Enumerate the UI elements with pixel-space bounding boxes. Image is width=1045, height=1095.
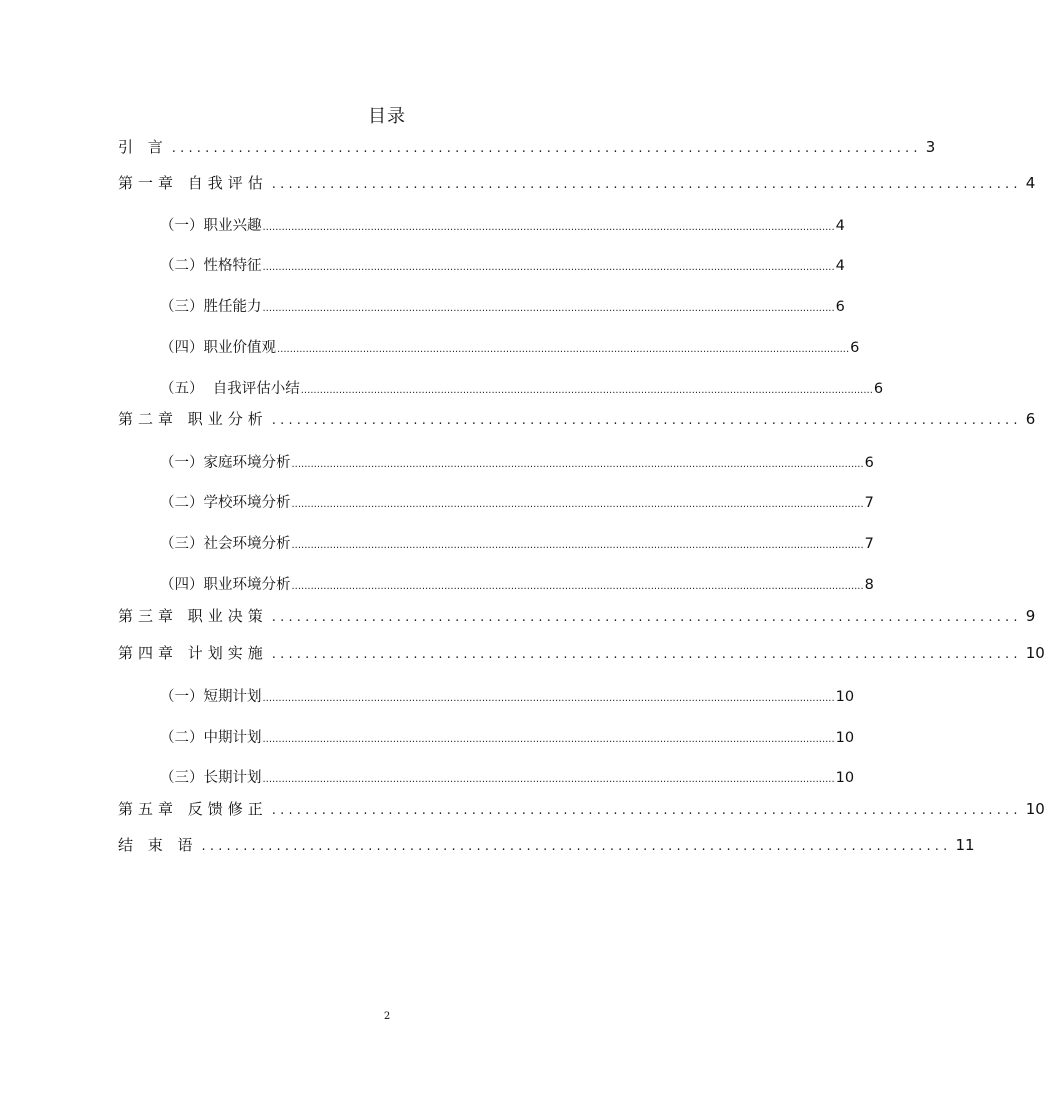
- toc-page-number: 10: [1025, 644, 1045, 662]
- toc-page-number: 4: [835, 218, 845, 234]
- toc-entry-conclusion[interactable]: [118, 834, 975, 856]
- toc-entry-section-4-3[interactable]: [160, 767, 855, 789]
- toc-entry-chapter-4[interactable]: [118, 642, 1045, 664]
- toc-entry-section-1-1[interactable]: [160, 215, 845, 237]
- leader-dots: ..........................................................................................: [171, 141, 922, 156]
- leader-dots: ..........................................................................................: [201, 839, 952, 854]
- toc-entry-label: 引 言: [118, 138, 168, 156]
- toc-page-number: 11: [955, 836, 975, 854]
- toc-page-number: 4: [1025, 174, 1036, 192]
- toc-page-number: 10: [1025, 800, 1045, 818]
- toc-entry-section-2-1[interactable]: [160, 452, 874, 474]
- leader-dots: ....................................................................................................................................................................................: [291, 459, 864, 470]
- leader-dots: ....................................................................................................................................................................................: [262, 774, 835, 785]
- toc-entry-chapter-3[interactable]: [118, 605, 1036, 627]
- leader-dots: ....................................................................................................................................................................................: [291, 540, 864, 551]
- toc-entry-section-1-2[interactable]: [160, 255, 845, 277]
- toc-title: 目录: [368, 106, 406, 127]
- page-number: 2: [383, 1011, 391, 1022]
- toc-page-number: 10: [835, 730, 855, 746]
- toc-page-number: 7: [864, 536, 874, 552]
- toc-entry-label: （一）家庭环境分析: [160, 455, 291, 471]
- toc-entry-label: （二）学校环境分析: [160, 495, 291, 511]
- leader-dots: ....................................................................................................................................................................................: [300, 385, 873, 396]
- toc-page-number: 8: [864, 577, 874, 593]
- toc-entry-chapter-1[interactable]: [118, 172, 1036, 194]
- toc-entry-section-1-4[interactable]: [160, 337, 860, 359]
- toc-entry-label: （三）社会环境分析: [160, 536, 291, 552]
- toc-entry-label: 第三章 职业决策: [118, 607, 268, 625]
- leader-dots: ..........................................................................................: [271, 647, 1022, 662]
- toc-entry-section-4-2[interactable]: [160, 727, 855, 749]
- leader-dots: ....................................................................................................................................................................................: [291, 499, 864, 510]
- leader-dots: ....................................................................................................................................................................................: [262, 693, 835, 704]
- leader-dots: ..........................................................................................: [271, 610, 1022, 625]
- toc-page-number: 6: [1025, 410, 1036, 428]
- toc-entry-label: 第二章 职业分析: [118, 410, 268, 428]
- toc-entry-label: （四）职业价值观: [160, 340, 276, 356]
- toc-page-number: 9: [1025, 607, 1036, 625]
- toc-entry-section-2-2[interactable]: [160, 492, 874, 514]
- leader-dots: ....................................................................................................................................................................................: [262, 262, 835, 273]
- toc-entry-label: 第四章 计划实施: [118, 644, 268, 662]
- leader-dots: ....................................................................................................................................................................................: [291, 581, 864, 592]
- toc-page-number: 3: [925, 138, 936, 156]
- leader-dots: ....................................................................................................................................................................................: [262, 303, 835, 314]
- leader-dots: ..........................................................................................: [271, 413, 1022, 428]
- toc-entry-label: 第五章 反馈修正: [118, 800, 268, 818]
- toc-page-number: 6: [835, 299, 845, 315]
- toc-page-number: 10: [835, 689, 855, 705]
- toc-entry-label: （四）职业环境分析: [160, 577, 291, 593]
- leader-dots: ..........................................................................................: [271, 177, 1022, 192]
- toc-page-number: 6: [873, 381, 884, 397]
- toc-entry-section-2-3[interactable]: [160, 533, 874, 555]
- toc-entry-label: （三）胜任能力: [160, 299, 262, 315]
- toc-page-number: 4: [835, 258, 845, 274]
- toc-entry-label: （一）短期计划: [160, 689, 262, 705]
- toc-entry-chapter-2[interactable]: [118, 408, 1036, 430]
- toc-entry-label: （二）中期计划: [160, 730, 262, 746]
- toc-entry-label: 第一章 自我评估: [118, 174, 268, 192]
- leader-dots: ....................................................................................................................................................................................: [262, 734, 835, 745]
- toc-entry-section-1-5[interactable]: [160, 378, 884, 400]
- toc-entry-label: 结 束 语: [118, 836, 198, 854]
- leader-dots: ....................................................................................................................................................................................: [277, 344, 850, 355]
- toc-page-number: 10: [835, 770, 855, 786]
- toc-page-number: 7: [864, 495, 874, 511]
- toc-entry-intro[interactable]: [118, 136, 936, 158]
- toc-page-number: 6: [850, 340, 860, 356]
- toc-entry-label: （五） 自我评估小结: [160, 381, 300, 397]
- toc-entry-section-4-1[interactable]: [160, 686, 855, 708]
- toc-entry-label: （一）职业兴趣: [160, 218, 262, 234]
- toc-entry-section-2-4[interactable]: [160, 574, 874, 596]
- toc-page-number: 6: [864, 455, 874, 471]
- leader-dots: ....................................................................................................................................................................................: [262, 222, 835, 233]
- toc-entry-chapter-5[interactable]: [118, 798, 1045, 820]
- toc-entry-section-1-3[interactable]: [160, 296, 845, 318]
- toc-entry-label: （二）性格特征: [160, 258, 262, 274]
- toc-entry-label: （三）长期计划: [160, 770, 262, 786]
- leader-dots: ..........................................................................................: [271, 803, 1022, 818]
